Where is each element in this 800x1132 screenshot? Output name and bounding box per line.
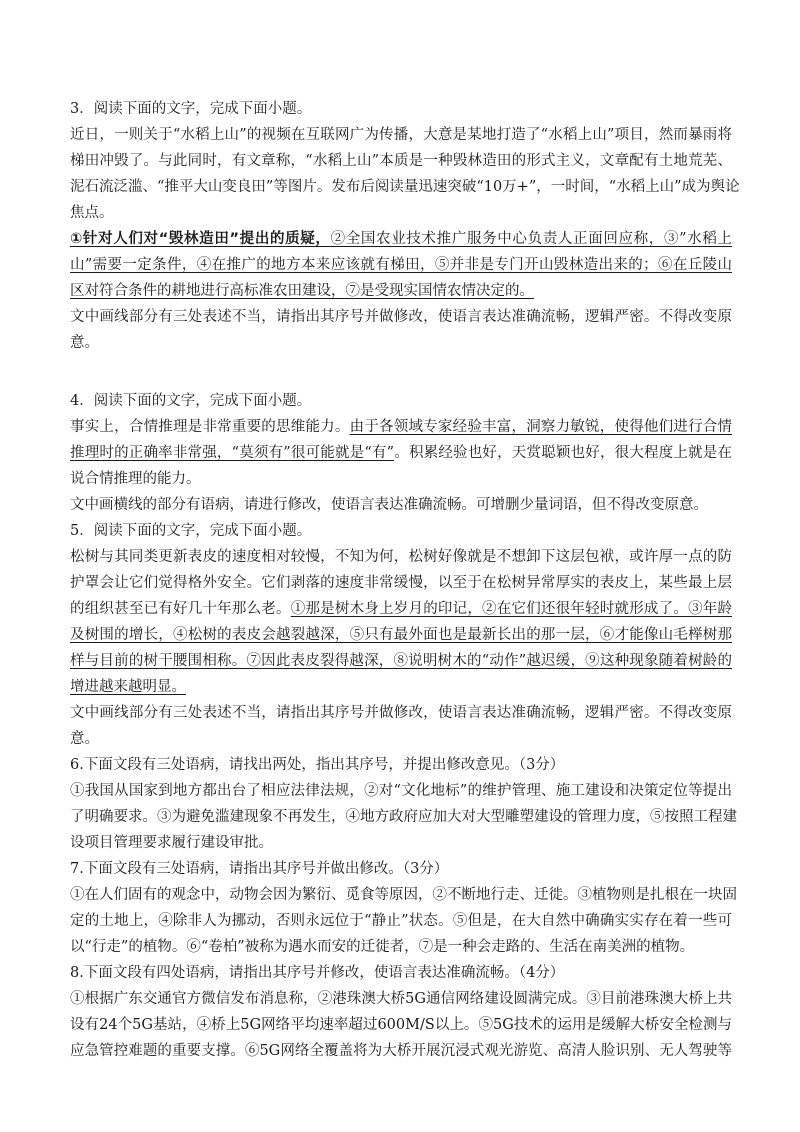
q8-line: 设有24个5G基站，④桥上5G网络平均速率超过600M/S以上。⑤5G技术的运用是缓解大桥安全检测与: [70, 1017, 732, 1033]
q5-underlined-line: 样与目前的树干腰围相称。⑦因此表皮裂得越深，⑧说明树木的“动作”越迟缓，⑨这种现象随着树龄的: [70, 653, 732, 669]
q6-line: 了明确要求。③为避免滥建现象不再发生，④地方政府应加大对大型雕塑建设的管理力度，⑤按照工程建: [70, 809, 737, 825]
q4-line-2-plain: 。积累经验也好，天赏聪颖也好，很大程度上就是在: [394, 445, 732, 461]
question-4-heading: 4．阅读下面的文字，完成下面小题。: [70, 393, 312, 409]
question-6: [70, 752, 737, 856]
question-3-heading: 3．阅读下面的文字，完成下面小题。: [70, 101, 312, 117]
q5-underlined-line: 增进越来越明显。: [70, 679, 186, 695]
question-5-heading: 5．阅读下面的文字，完成下面小题。: [70, 523, 312, 539]
q5-line-3-plain: 的组织甚至已有好几十年那么老。: [70, 601, 291, 617]
document-page: [70, 96, 740, 1064]
q3-instruction-line: 文中画线部分有三处表述不当，请指出其序号并做修改，使语言表达准确流畅，逻辑严密。不得改变原: [70, 309, 732, 325]
q3-paragraph-line: 梯田冲毁了。与此同时，有文章称，“水稻上山”本质是一种毁林造田的形式主义，文章配有土地荒芜、: [70, 153, 732, 169]
q7-line: 定的土地上，④除非人为挪动，否则永远位于“静止”状态。⑤但是，在大自然中确确实实存在着一些可: [70, 913, 732, 929]
q7-line: 以“行走”的植物。⑥“卷柏”被称为遇水而安的迁徙者，⑦是一种会走路的、生活在南美洲的植物。: [70, 939, 695, 955]
question-6-heading: 6.下面文段有三处语病，请找出两处，指出其序号，并提出修改意见。（3分）: [70, 757, 565, 773]
q4-line-2: [70, 440, 732, 466]
q4-line-1-plain: 事实上，合情推理是非常重要的思维能力。: [70, 419, 350, 435]
question-7-heading: 7.下面文段有三处语病，请指出其序号并做出修改。（3分）: [70, 861, 449, 877]
question-4: [70, 388, 732, 518]
q3-underlined-lead: ①针对人们对“毁林造田”提出的质疑，: [70, 231, 331, 247]
q3-paragraph-line: 泥石流泛滥、“推平大山变良田”等图片。发布后阅读量迅速突破“10万+”，一时间，“水稻上山”成为舆论: [70, 179, 740, 195]
q5-instruction-line: 文中画线部分有三处表述不当，请指出其序号并做修改，使语言表达准确流畅，逻辑严密。不得改变原: [70, 705, 732, 721]
q3-underlined-line: 山”需要一定条件，④在推广的地方本来应该就有梯田，⑤并非是专门开山毁林造出来的；⑥在丘陵山: [70, 257, 732, 273]
q4-instruction: 文中画横线的部分有语病，请进行修改，使语言表达准确流畅。可增删少量词语，但不得改变原意。: [70, 497, 708, 513]
question-5: [70, 518, 732, 752]
q3-underlined-line: [70, 226, 732, 252]
q8-line: 应急管控难题的重要支撑。⑥5G网络全覆盖将为大桥开展沉浸式观光游览、高清人脸识别、无人驾驶等: [70, 1043, 732, 1059]
q4-line-2-underlined: 推理时的正确率非常强，“莫须有”很可能就是“有”: [70, 445, 395, 461]
q6-line: ①我国从国家到地方都出台了相应法律法规，②对“文化地标”的维护管理、施工建设和决策定位等提出: [70, 783, 732, 799]
section-spacer: [70, 356, 732, 382]
q4-line-1: [70, 414, 732, 440]
question-8-heading: 8.下面文段有四处语病，请指出其序号并修改，使语言表达准确流畅。（4分）: [70, 965, 565, 981]
question-8: [70, 960, 732, 1064]
q7-line: ①在人们固有的观念中，动物会因为繁衍、觅食等原因，②不断地行走、迁徙。③植物则是扎根在一块固: [70, 887, 737, 903]
q3-underlined-rest: ②全国农业技术推广服务中心负责人正面回应称，③”水稻上: [330, 231, 732, 247]
q5-instruction-line: 意。: [70, 731, 99, 747]
question-7: [70, 856, 737, 960]
q5-underlined-line: 及树围的增长，④松树的表皮会越裂越深，⑤只有最外面也是最新长出的那一层，⑥才能像山毛榉树那: [70, 627, 732, 643]
q5-paragraph-line: 松树与其同类更新表皮的速度相对较慢，不知为何，松树好像就是不想卸下这层包袱，或许厚一点的防: [70, 549, 732, 565]
q5-line-3-underlined: ①那是树木身上岁月的印记，②在它们还很年轻时就形成了。③年龄: [290, 601, 733, 617]
q3-paragraph-line: 近日，一则关于“水稻上山”的视频在互联网广为传播，大意是某地打造了“水稻上山”项目，然而暴雨将: [70, 127, 732, 143]
q4-line-3: 说合情推理的能力。: [70, 471, 201, 487]
q5-paragraph-line: 护罩会让它们觉得格外安全。它们剥落的速度非常缓慢，以至于在松树异常厚实的表皮上，某些最上层: [70, 575, 732, 591]
q3-paragraph-line: 焦点。: [70, 205, 114, 221]
q5-line-3: [70, 596, 732, 622]
q4-line-1-underlined: 由于各领域专家经验丰富，洞察力敏锐，使得他们进行合情: [349, 419, 733, 435]
question-3: [70, 96, 740, 356]
q3-underlined-line: 区对符合条件的耕地进行高标准农田建设，⑦是受现实国情农情决定的。: [70, 283, 534, 299]
q8-line: ①根据广东交通官方微信发布消息称，②港珠澳大桥5G通信网络建设圆满完成。③目前港珠澳大桥上共: [70, 991, 732, 1007]
q3-instruction-line: 意。: [70, 335, 99, 351]
q6-line: 设项目管理要求履行建设审批。: [70, 835, 273, 851]
